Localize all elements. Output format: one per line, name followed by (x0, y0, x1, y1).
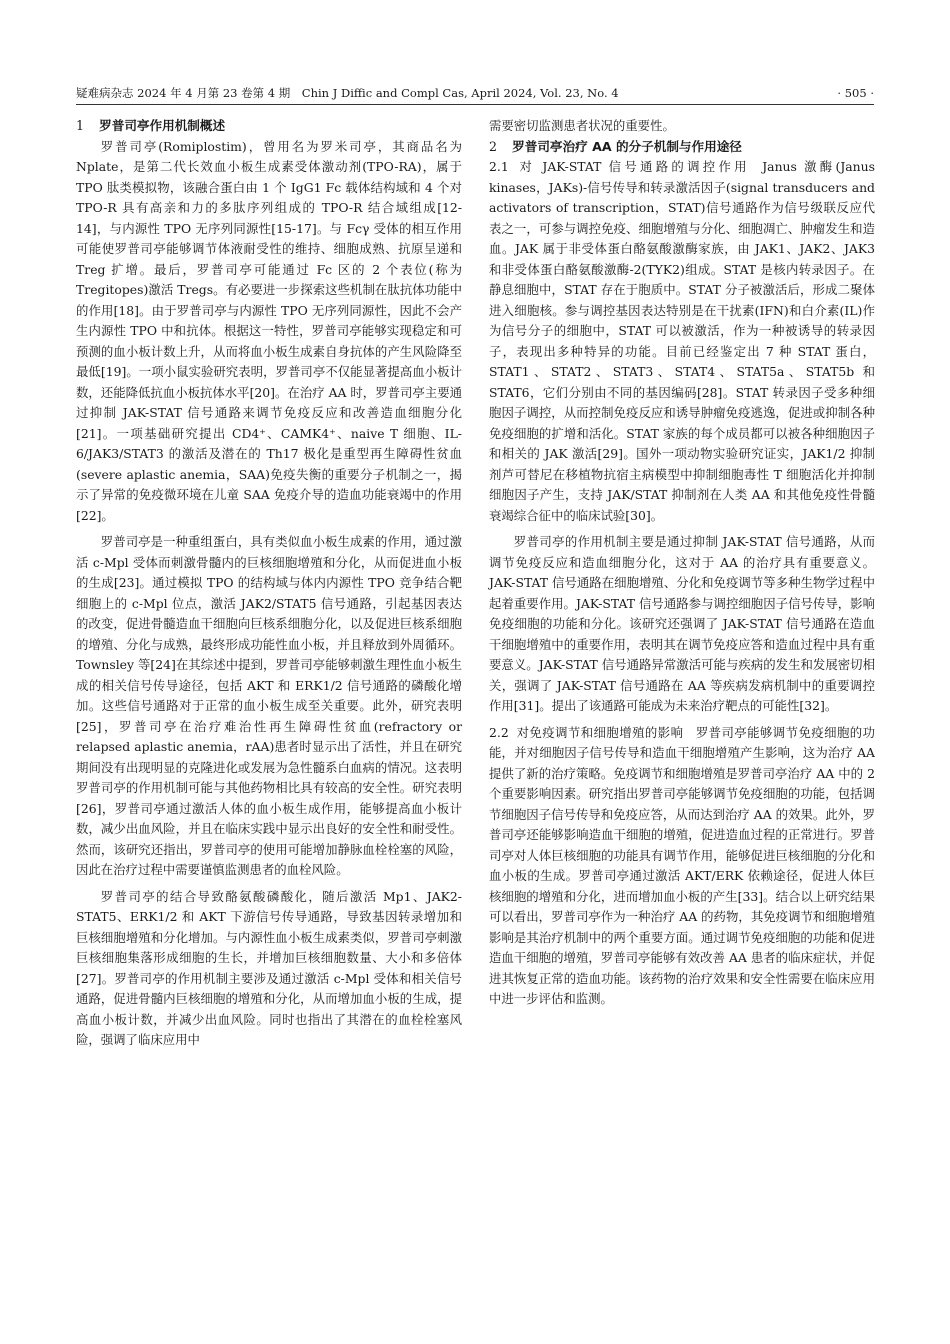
running-header (76, 83, 874, 103)
subsection-2-2-number: 2.2 (489, 724, 509, 740)
subsection-2-1-text: Janus 激酶(Janus kinases，JAKs)-信号传导和转录激活因子(signal transducers and activators of transcription，STAT)信号通路作为信号级联反应代表之一，可参与调控免疫、细胞增殖与分化、细胞凋亡、肿瘤发生和造血。JAK 属于非受体蛋白酪氨酸激酶家族，由 JAK1、JAK2、JAK3 和非受体蛋白酪氨酸激酶-2(TYK2)组成。STAT 是核内转录因子。在静息细胞中，STAT 存在于胞质中。STAT 分子被激活后，形成二聚体进入细胞核。参与调控基因表达特别是在干扰素(IFN)和白介素(IL)作为信号分子的细胞中，STAT 可以被激活，作为一种被诱导的转录因子，表现出多种特异的功能。目前已经鉴定出 7 种 STAT 蛋白，STAT1、STAT2、STAT3、STAT4、STAT5a、STAT5b 和 STAT6，它们分别由不同的基因编码[28]。STAT 转录因子受多种细胞因子调控，从而控制免疫反应和诱导肿瘤免疫逃逸，促进或抑制各种免疫细胞的扩增和活化。STAT 家族的每个成员都可以被各种细胞因子和相关的 JAK 激活[29]。国外一项动物实验研究证实，JAK1/2 抑制剂芦可替尼在移植物抗宿主病模型中抑制细胞毒性 T 细胞活化并抑制细胞因子产生，支持 JAK/STAT 抑制剂在人类 AA 和其他免疫性骨髓衰竭综合征中的临床试验[30]。 (489, 159, 875, 523)
subsection-2-2-heading (489, 725, 696, 740)
paragraph-recombinant-protein: 罗普司亭是一种重组蛋白，具有类似血小板生成素的作用，通过激活 c-Mpl 受体而刺激骨髓内的巨核细胞增殖和分化，从而促进血小板的生成[23]。通过模拟 TPO 的结构域与体内内源性 TPO 竞争结合靶细胞上的 c-Mpl 位点，激活 JAK2/STAT5 信号通路，引起基因表达的改变，促进骨髓造血干细胞向巨核系细胞分化，以及促进巨核系细胞的增殖、分化与成熟，最终形成功能性血小板，并且释放到外周循环。Townsley 等[24]在其综述中提到，罗普司亭能够刺激生理性血小板生成的相关信号传导途径，包括 AKT 和 ERK1/2 信号通路的磷酸化增加。这些信号通路对于正常的血小板生成至关重要。此外，研究表明[25]，罗普司亭在治疗难治性再生障碍性贫血(refractory or relapsed aplastic anemia，rAA)患者时显示出了活性，并且在研究期间没有出现明显的克隆进化或发展为急性髓系白血病的情况。这表明罗普司亭的作用机制可能与其他药物相比具有较高的安全性。研究表明[26]，罗普司亭通过激活人体的血小板生成作用，能够提高血小板计数，减少出血风险，并且在临床实践中显示出良好的安全性和耐受性。然而，该研究还指出，罗普司亭的使用可能增加静脉血栓栓塞的风险，因此在治疗过程中需要谨慎监测患者的血栓风险。 (76, 534, 462, 877)
section-2-number: 2 (489, 138, 498, 154)
page-number: · 505 · (837, 86, 874, 100)
paragraph-tyrosine-phosphorylation: 罗普司亭的结合导致酪氨酸磷酸化，随后激活 Mp1、JAK2-STAT5、ERK1/2 和 AKT 下游信号传导通路，导致基因转录增加和巨核细胞增殖和分化增加。与内源性血小板生成素类似，罗普司亭刺激巨核细胞集落形成细胞的生长，并增加巨核细胞数量、大小和多倍体[27]。罗普司亭的作用机制主要涉及通过激活 c-Mpl 受体和相关信号通路，促进骨髓内巨核细胞的增殖和分化，从而增加血小板的生成，提高血小板计数，并减少出血风险。同时也指出了其潜在的血栓栓塞风险，强调了临床应用中 (76, 888, 462, 1047)
left-column (76, 116, 462, 1051)
paragraph-mechanism-overview: 罗普司亭(Romiplostim)，曾用名为罗米司亭，其商品名为 Nplate，是第二代长效血小板生成素受体激动剂(TPO-RA)，属于 TPO 肽类模拟物，该融合蛋白由 1 个 IgG1 Fc 载体结构域和 4 个对 TPO-R 具有高亲和力的多肽序列组成的 TPO-R 结合域组成[12-14]，与内源性 TPO 无序列同源性[15-17]。与 Fcγ 受体的相互作用可能使罗普司亭能够调节体液耐受性的维持、细胞成熟、抗原呈递和 Treg 扩增。最后，罗普司亭可能通过 Fc 区的 2 个表位(称为 Tregitopes)激活 Tregs。有必要进一步探索这些机制在肽抗体功能中的作用[18]。由于罗普司亭与内源性 TPO 无序列同源性，因此不会产生内源性 TPO 中和抗体。根据这一特性，罗普司亭能够实现稳定和可预测的血小板计数上升，从而将血小板生成素自身抗体的产生风险降至最低[19]。一项小鼠实验研究表明，罗普司亭不仅能显著提高血小板计数，还能降低抗血小板抗体水平[20]。在治疗 AA 时，罗普司亭主要通过抑制 JAK-STAT 信号通路来调节免疫反应和改善造血细胞分化[21]。一项基础研究提出 CD4⁺、CAMK4⁺、naive T 细胞、IL-6/JAK3/STAT3 的激活及潜在的 Th17 极化是重型再生障碍性贫血(severe aplastic anemia，SAA)免疫失衡的重要分子机制之一，揭示了异常的免疫微环境在儿童 SAA 免疫介导的造血功能衰竭中的作用[22]。 (76, 138, 462, 523)
subsection-2-1-number: 2.1 (489, 159, 509, 174)
header-rule (76, 104, 874, 105)
section-2-heading (489, 137, 875, 158)
subsection-2-1-title: 对 JAK-STAT 信号通路的调控作用 (516, 159, 750, 174)
section-1-heading (76, 116, 462, 137)
subsection-2-1-heading (489, 159, 762, 174)
right-column (489, 116, 875, 1010)
subsection-2-2-text: 罗普司亭能够调节免疫细胞的功能，并对细胞因子信号传导和造血干细胞增殖产生影响，这为治疗 AA 提供了新的治疗策略。免疫调节和细胞增殖是罗普司亭治疗 AA 中的 2 个重要影响因素。研究指出罗普司亭能够调节免疫细胞的功能，包括调节细胞因子信号传导和免疫应答，从而达到治疗 AA 的效果。此外，罗普司亭还能够影响造血干细胞的增殖，促进造血过程的正常进行。罗普司亭对人体巨核细胞的功能具有调节作用，能够促进巨核细胞的分化和血小板的生成。罗普司亭通过激活 AKT/ERK 依赖途径，促进人体巨核细胞的增殖和分化，进而增加血小板的产生[33]。结合以上研究结果可以看出，罗普司亭作为一种治疗 AA 的药物，其免疫调节和细胞增殖影响是其治疗机制中的两个重要方面。通过调节免疫细胞的功能和促进造血干细胞的增殖，罗普司亭能够有效改善 AA 患者的临床症状，并促进其恢复正常的造血功能。该药物的治疗效果和安全性需要在临床应用中进一步评估和监测。 (489, 724, 876, 1006)
section-1-title: 罗普司亭作用机制概述 (99, 118, 226, 133)
section-2-title: 罗普司亭治疗 AA 的分子机制与作用途径 (512, 138, 742, 154)
paragraph-continuation: 需要密切监测患者状况的重要性。 (489, 118, 675, 133)
paragraph-jak-stat-mechanism: 罗普司亭的作用机制主要是通过抑制 JAK-STAT 信号通路，从而调节免疫反应和造血细胞分化，这对于 AA 的治疗具有重要意义。JAK-STAT 信号通路在细胞增殖、分化和免疫调节等多种生物学过程中起着重要作用。JAK-STAT 信号通路参与调控细胞因子信号传导，影响免疫细胞的功能和分化。该研究还强调了 JAK-STAT 信号通路在造血干细胞增殖中的重要作用，表明其在调节免疫应答和造血过程中具有重要意义。JAK-STAT 信号通路异常激活可能与疾病的发生和发展密切相关，强调了 JAK-STAT 信号通路在 AA 等疾病发病机制中的重要调控作用[31]。提出了该通路可能成为未来治疗靶点的可能性[32]。 (489, 534, 875, 713)
journal-citation: 疑难病杂志 2024 年 4 月第 23 卷第 4 期 Chin J Diffic and Compl Cas, April 2024, Vol. 23, No. 4 (76, 86, 619, 100)
section-1-number: 1 (76, 118, 85, 133)
subsection-2-2-title: 对免疫调节和细胞增殖的影响 (516, 724, 684, 740)
